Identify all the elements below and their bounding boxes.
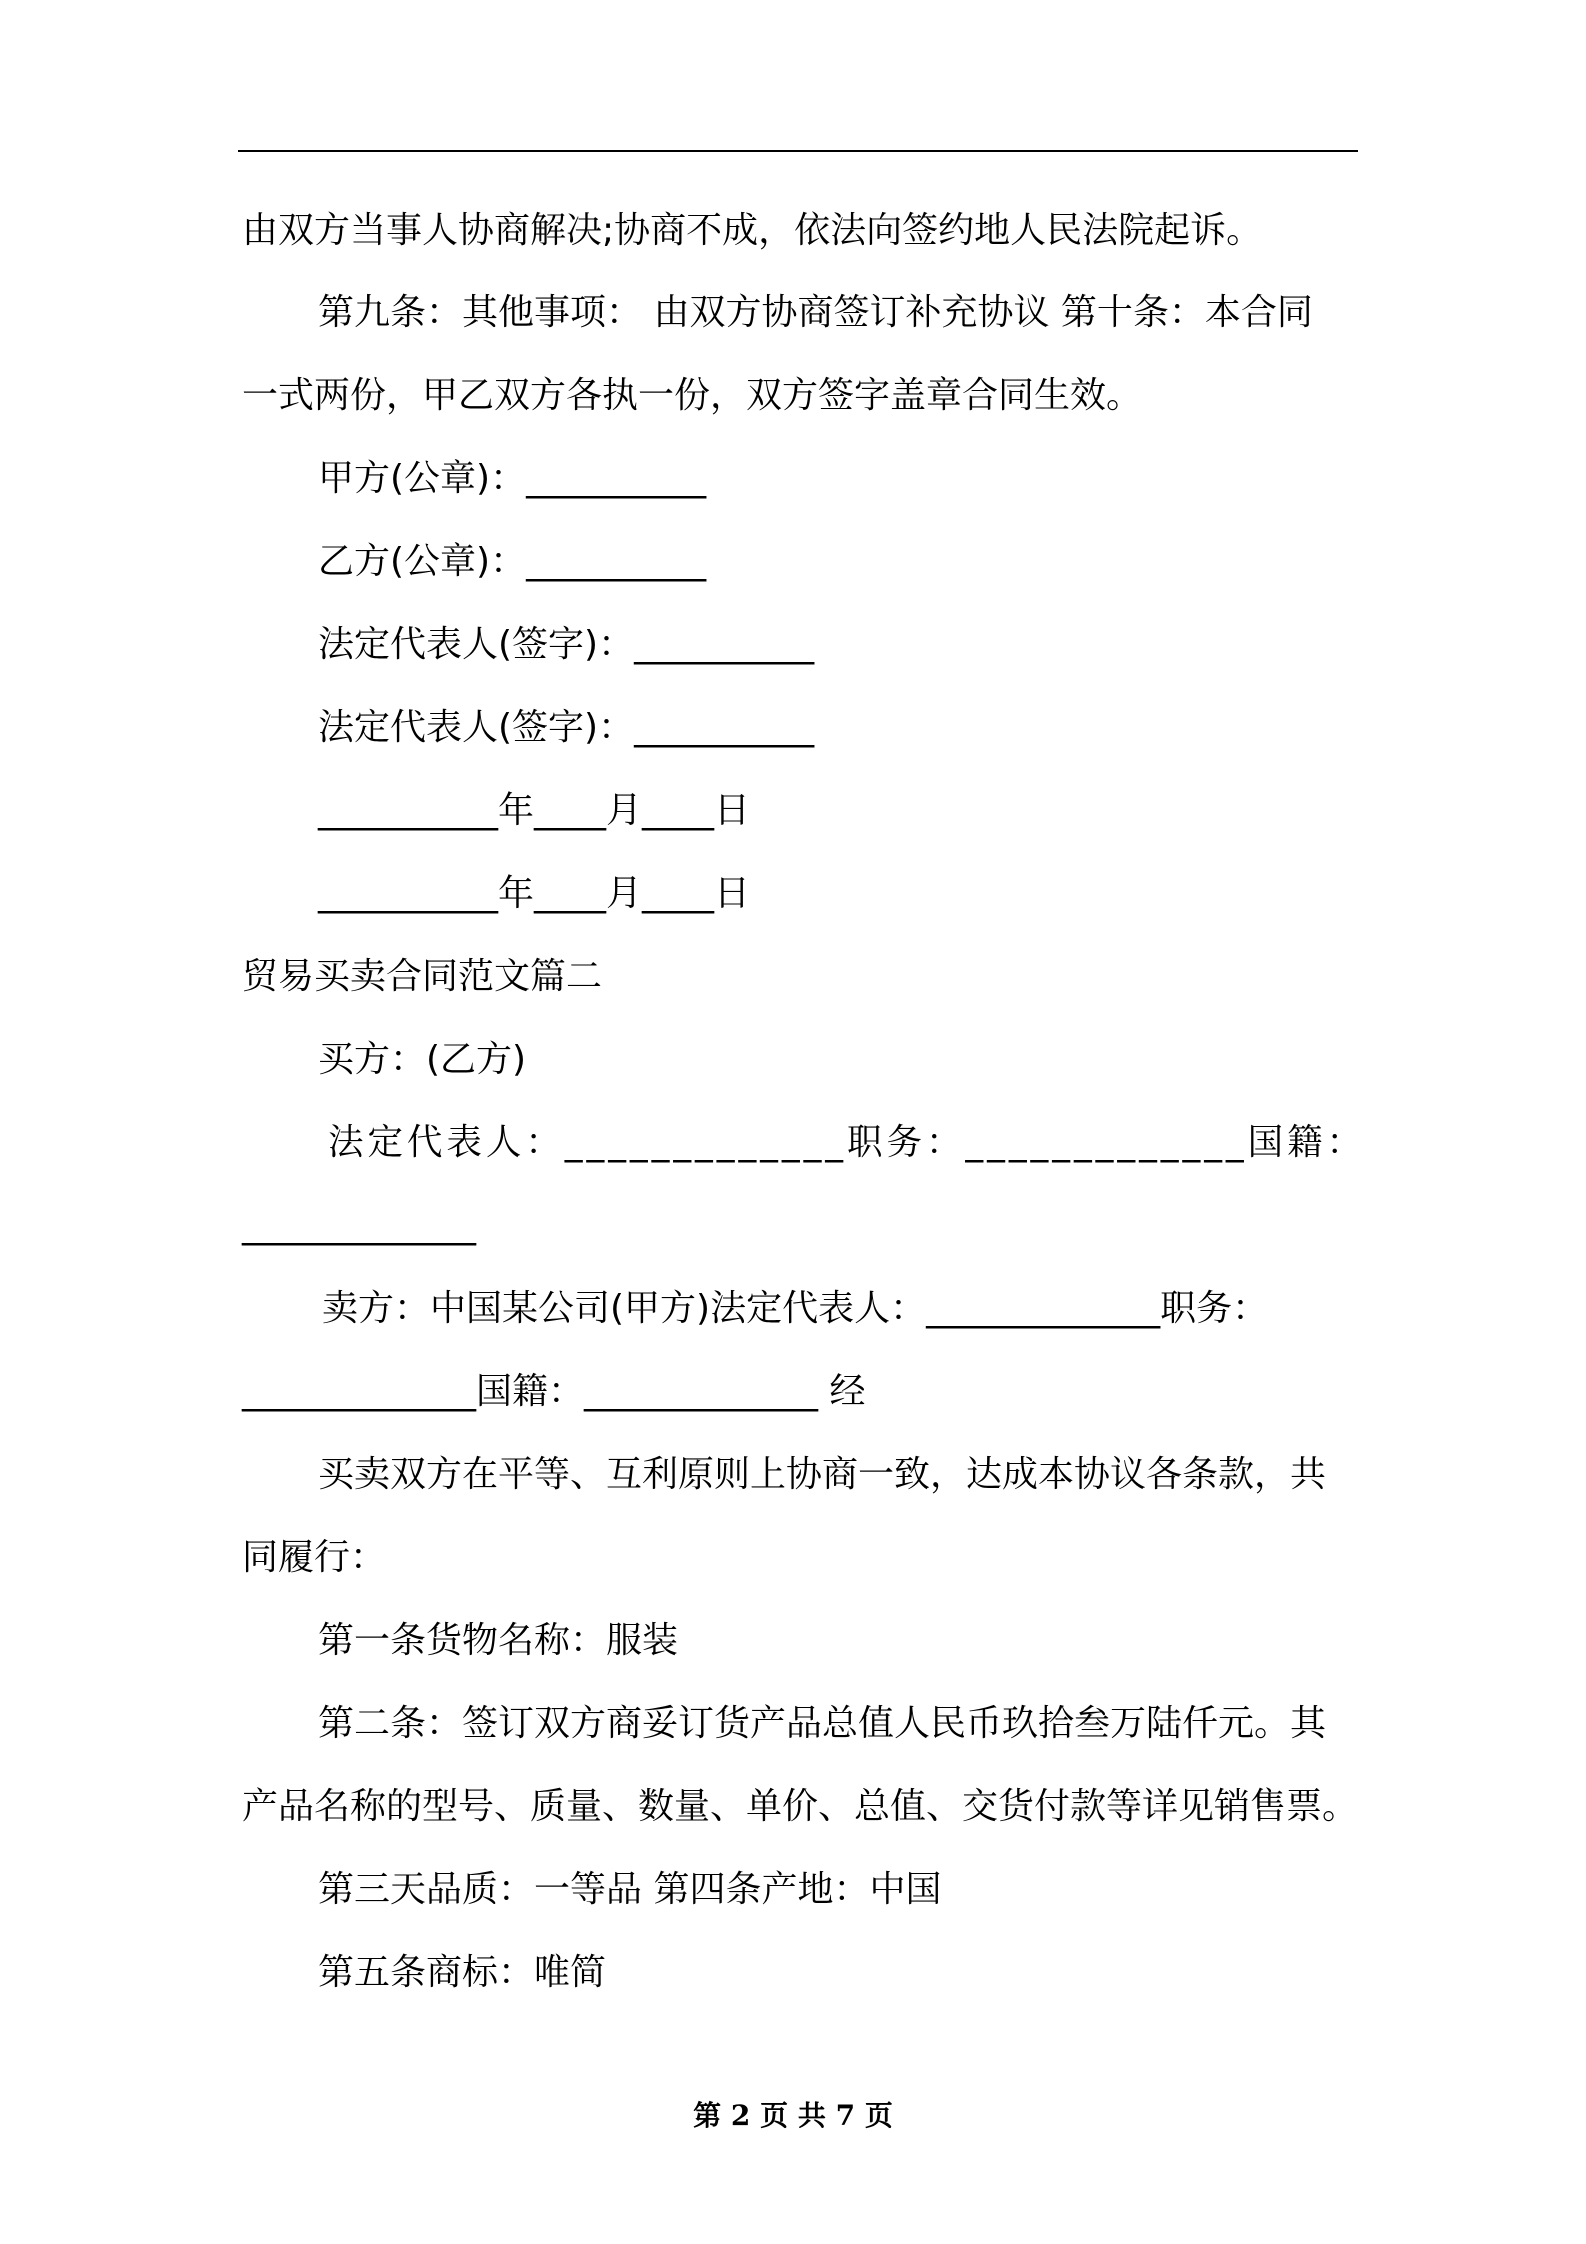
text-line-agreement-cont: 同履行： (242, 1537, 387, 1578)
date-line-1: __________年____月____日 (318, 790, 750, 831)
signature-legal-rep-1: 法定代表人(签字)：__________ (318, 624, 815, 665)
text-line-article-1: 第一条货物名称：服装 (318, 1620, 679, 1661)
page-number-footer: 第 2 页 共 7 页 (693, 2099, 893, 2132)
text-line-article-2-cont: 产品名称的型号、质量、数量、单价、总值、交货付款等详见销售票。 (242, 1786, 1359, 1827)
text-line-buyer-nationality-blank: _____________ (242, 1205, 476, 1246)
text-line-seller: 卖方：中国某公司(甲方)法定代表人：_____________职务： (322, 1288, 1269, 1329)
text-line-article-5: 第五条商标：唯简 (318, 1952, 607, 1993)
text-line-agreement: 买卖双方在平等、互利原则上协商一致，达成本协议各条款，共 (318, 1454, 1327, 1495)
signature-legal-rep-2: 法定代表人(签字)：__________ (318, 707, 815, 748)
header-rule (238, 150, 1358, 152)
text-line-buyer-representative: 法定代表人：_____________职务：_____________国籍： (328, 1122, 1367, 1163)
date-line-2: __________年____月____日 (318, 873, 750, 914)
text-line-buyer: 买方：(乙方) (318, 1039, 527, 1080)
text-line-seller-nationality: _____________国籍：_____________ 经 (242, 1371, 866, 1412)
signature-party-a-seal: 甲方(公章)：__________ (318, 458, 707, 499)
text-line-article-9: 第九条：其他事项： 由双方协商签订补充协议 第十条：本合同 (318, 292, 1313, 333)
section-heading: 贸易买卖合同范文篇二 (242, 956, 603, 997)
signature-party-b-seal: 乙方(公章)：__________ (318, 541, 707, 582)
text-line-dispute-resolution: 由双方当事人协商解决;协商不成，依法向签约地人民法院起诉。 (242, 210, 1263, 251)
text-line-article-2: 第二条：签订双方商妥订货产品总值人民币玖拾叁万陆仟元。其 (318, 1703, 1327, 1744)
text-line-article-3-4: 第三天品质：一等品 第四条产地：中国 (318, 1869, 942, 1910)
text-line-copies: 一式两份，甲乙双方各执一份，双方签字盖章合同生效。 (242, 375, 1143, 416)
